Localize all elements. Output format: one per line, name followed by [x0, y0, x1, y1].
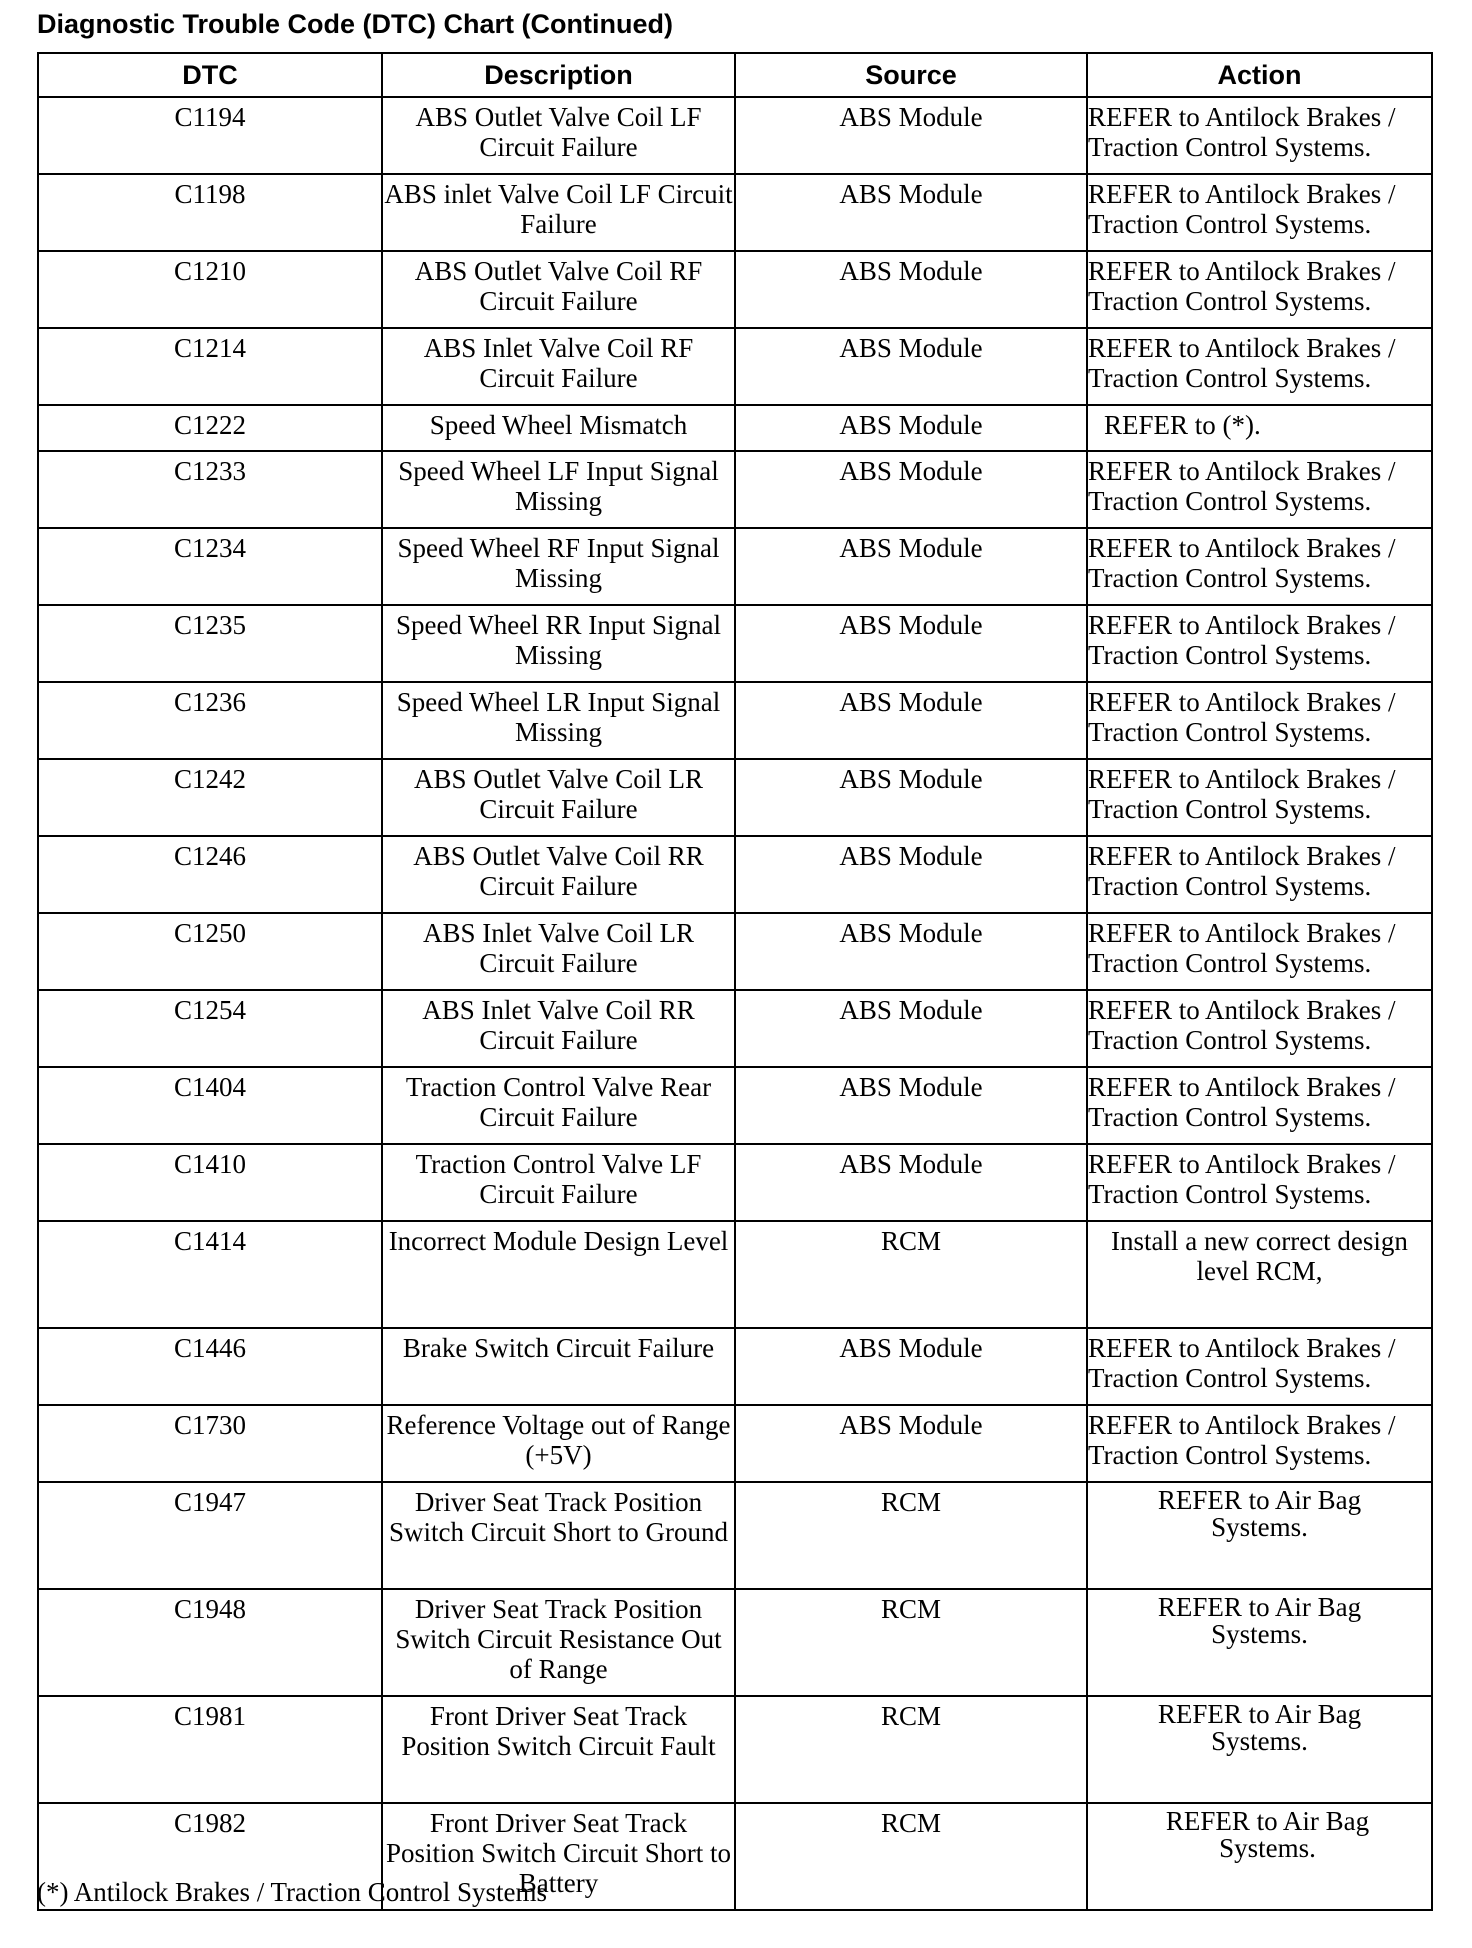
source-cell: ABS Module	[735, 1328, 1087, 1405]
source-cell: ABS Module	[735, 528, 1087, 605]
description-cell: ABS Outlet Valve Coil RF Circuit Failure	[382, 251, 735, 328]
action-cell: REFER to Antilock Brakes / Traction Control Systems.	[1087, 913, 1432, 990]
source-cell: ABS Module	[735, 1144, 1087, 1221]
dtc-cell: C1234	[38, 528, 382, 605]
source-cell: ABS Module	[735, 451, 1087, 528]
table-row	[38, 451, 1432, 528]
action-cell: REFER to Antilock Brakes / Traction Control Systems.	[1087, 682, 1432, 759]
dtc-cell: C1446	[38, 1328, 382, 1405]
description-cell: Front Driver Seat Track Position Switch Circuit Short to Battery	[382, 1803, 735, 1910]
description-cell: Traction Control Valve Rear Circuit Failure	[382, 1067, 735, 1144]
action-cell: REFER to Antilock Brakes / Traction Control Systems.	[1087, 1144, 1432, 1221]
column-header-description: Description	[382, 53, 735, 97]
source-cell: ABS Module	[735, 97, 1087, 174]
description-cell: ABS inlet Valve Coil LF Circuit Failure	[382, 174, 735, 251]
column-header-dtc: DTC	[38, 53, 382, 97]
dtc-cell: C1730	[38, 1405, 382, 1482]
table-row	[38, 328, 1432, 405]
description-cell: Traction Control Valve LF Circuit Failure	[382, 1144, 735, 1221]
table-row	[38, 682, 1432, 759]
description-cell: ABS Outlet Valve Coil RR Circuit Failure	[382, 836, 735, 913]
source-cell: ABS Module	[735, 1405, 1087, 1482]
description-cell: Speed Wheel LR Input Signal Missing	[382, 682, 735, 759]
action-cell: REFER to (*).	[1087, 405, 1432, 451]
table-row	[38, 97, 1432, 174]
description-cell: ABS Inlet Valve Coil RR Circuit Failure	[382, 990, 735, 1067]
description-cell: ABS Outlet Valve Coil LR Circuit Failure	[382, 759, 735, 836]
table-row	[38, 913, 1432, 990]
source-cell: ABS Module	[735, 1067, 1087, 1144]
source-cell: RCM	[735, 1696, 1087, 1803]
table-row	[38, 1328, 1432, 1405]
table-row	[38, 174, 1432, 251]
table-row	[38, 759, 1432, 836]
dtc-cell: C1254	[38, 990, 382, 1067]
description-cell: Brake Switch Circuit Failure	[382, 1328, 735, 1405]
description-cell: Speed Wheel RF Input Signal Missing	[382, 528, 735, 605]
source-cell: ABS Module	[735, 682, 1087, 759]
table-row	[38, 1482, 1432, 1589]
action-cell: REFER to Antilock Brakes / Traction Control Systems.	[1087, 605, 1432, 682]
table-header-row	[38, 53, 1432, 97]
footnote: (*) Antilock Brakes / Traction Control Systems	[37, 1877, 547, 1907]
description-cell: Incorrect Module Design Level	[382, 1221, 735, 1328]
table-row	[38, 1589, 1432, 1696]
column-header-source: Source	[735, 53, 1087, 97]
table-row	[38, 605, 1432, 682]
action-cell: REFER to Antilock Brakes / Traction Control Systems.	[1087, 528, 1432, 605]
source-cell: ABS Module	[735, 405, 1087, 451]
table-row	[38, 251, 1432, 328]
table-row	[38, 1221, 1432, 1328]
action-cell: REFER to Antilock Brakes / Traction Control Systems.	[1087, 451, 1432, 528]
table-row	[38, 990, 1432, 1067]
dtc-cell: C1410	[38, 1144, 382, 1221]
table-row	[38, 1405, 1432, 1482]
source-cell: ABS Module	[735, 328, 1087, 405]
action-cell: REFER to Antilock Brakes / Traction Control Systems.	[1087, 328, 1432, 405]
dtc-cell: C1210	[38, 251, 382, 328]
action-cell: REFER to Air Bag Systems.	[1087, 1589, 1432, 1696]
dtc-cell: C1981	[38, 1696, 382, 1803]
action-cell: REFER to Antilock Brakes / Traction Control Systems.	[1087, 1405, 1432, 1482]
action-cell: Install a new correct design level RCM,	[1087, 1221, 1432, 1328]
dtc-cell: C1250	[38, 913, 382, 990]
dtc-cell: C1246	[38, 836, 382, 913]
dtc-cell: C1947	[38, 1482, 382, 1589]
table-row	[38, 528, 1432, 605]
table-row	[38, 836, 1432, 913]
description-cell: Speed Wheel RR Input Signal Missing	[382, 605, 735, 682]
dtc-cell: C1414	[38, 1221, 382, 1328]
source-cell: ABS Module	[735, 251, 1087, 328]
dtc-cell: C1242	[38, 759, 382, 836]
dtc-cell: C1198	[38, 174, 382, 251]
dtc-cell: C1222	[38, 405, 382, 451]
table-row	[38, 1696, 1432, 1803]
action-cell: REFER to Air Bag Systems.	[1087, 1482, 1432, 1589]
description-cell: Speed Wheel Mismatch	[382, 405, 735, 451]
description-cell: ABS Outlet Valve Coil LF Circuit Failure	[382, 97, 735, 174]
source-cell: RCM	[735, 1221, 1087, 1328]
description-cell: ABS Inlet Valve Coil RF Circuit Failure	[382, 328, 735, 405]
description-cell: Front Driver Seat Track Position Switch Circuit Fault	[382, 1696, 735, 1803]
action-cell: REFER to Air Bag Systems.	[1087, 1803, 1432, 1910]
action-cell: REFER to Antilock Brakes / Traction Control Systems.	[1087, 990, 1432, 1067]
source-cell: ABS Module	[735, 990, 1087, 1067]
source-cell: ABS Module	[735, 605, 1087, 682]
action-cell: REFER to Antilock Brakes / Traction Control Systems.	[1087, 1328, 1432, 1405]
action-cell: REFER to Antilock Brakes / Traction Control Systems.	[1087, 836, 1432, 913]
description-cell: Speed Wheel LF Input Signal Missing	[382, 451, 735, 528]
description-cell: ABS Inlet Valve Coil LR Circuit Failure	[382, 913, 735, 990]
page-title: Diagnostic Trouble Code (DTC) Chart (Continued)	[37, 9, 673, 39]
source-cell: RCM	[735, 1589, 1087, 1696]
dtc-cell: C1233	[38, 451, 382, 528]
dtc-cell: C1236	[38, 682, 382, 759]
dtc-cell: C1948	[38, 1589, 382, 1696]
column-header-action: Action	[1087, 53, 1432, 97]
source-cell: ABS Module	[735, 759, 1087, 836]
dtc-cell: C1404	[38, 1067, 382, 1144]
dtc-cell: C1235	[38, 605, 382, 682]
description-cell: Driver Seat Track Position Switch Circuit Resistance Out of Range	[382, 1589, 735, 1696]
source-cell: ABS Module	[735, 836, 1087, 913]
action-cell: REFER to Antilock Brakes / Traction Control Systems.	[1087, 1067, 1432, 1144]
dtc-cell: C1214	[38, 328, 382, 405]
source-cell: ABS Module	[735, 174, 1087, 251]
action-cell: REFER to Antilock Brakes / Traction Control Systems.	[1087, 97, 1432, 174]
action-cell: REFER to Antilock Brakes / Traction Control Systems.	[1087, 759, 1432, 836]
table-row	[38, 1067, 1432, 1144]
source-cell: RCM	[735, 1482, 1087, 1589]
dtc-cell: C1194	[38, 97, 382, 174]
description-cell: Driver Seat Track Position Switch Circuit Short to Ground	[382, 1482, 735, 1589]
action-cell: REFER to Antilock Brakes / Traction Control Systems.	[1087, 251, 1432, 328]
table-row	[38, 405, 1432, 451]
dtc-chart-table	[37, 52, 1433, 1911]
table-row	[38, 1144, 1432, 1221]
source-cell: RCM	[735, 1803, 1087, 1910]
action-cell: REFER to Air Bag Systems.	[1087, 1696, 1432, 1803]
dtc-cell: C1982	[38, 1803, 382, 1910]
description-cell: Reference Voltage out of Range (+5V)	[382, 1405, 735, 1482]
action-cell: REFER to Antilock Brakes / Traction Control Systems.	[1087, 174, 1432, 251]
source-cell: ABS Module	[735, 913, 1087, 990]
